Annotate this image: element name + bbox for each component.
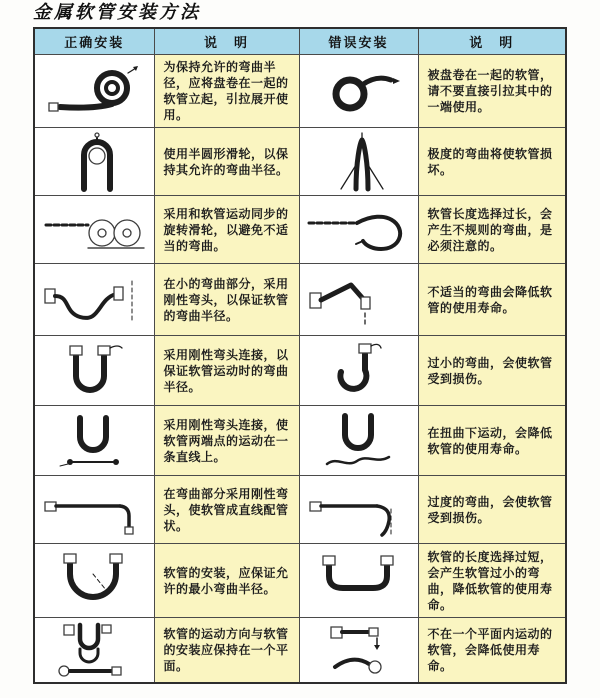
straight-pipe-rigid-elbow-icon bbox=[40, 479, 148, 541]
correct-desc-cell: 在小的弯曲部分，采用刚性弯头，以保证软管的弯曲半径。 bbox=[154, 264, 299, 336]
correct-image-cell bbox=[34, 544, 154, 618]
table-row bbox=[34, 406, 566, 476]
wrong-image-cell bbox=[299, 336, 418, 406]
wrong-desc-cell: 极度的弯曲将使软管损坏。 bbox=[418, 128, 566, 196]
correct-image-cell bbox=[34, 406, 154, 476]
table-row bbox=[34, 196, 566, 264]
correct-desc-cell: 为保持允许的弯曲半径，应将盘卷在一起的软管立起，引拉展开使用。 bbox=[154, 55, 299, 128]
table-row bbox=[34, 476, 566, 544]
header-row bbox=[34, 28, 566, 55]
wrong-desc-cell: 软管长度选择过长，会产生不规则的弯曲，是必须注意的。 bbox=[418, 196, 566, 264]
correct-image-cell bbox=[34, 128, 154, 196]
correct-image-cell bbox=[34, 618, 154, 684]
single-plane-motion-hose-icon bbox=[40, 619, 148, 681]
table-row bbox=[34, 128, 566, 196]
standing-coil-hose-icon bbox=[40, 60, 148, 122]
correct-desc-cell: 使用半圆形滑轮，以保持其允许的弯曲半径。 bbox=[154, 128, 299, 196]
correct-desc-cell: 采用刚性弯头连接，使软管两端点的运动在一条直线上。 bbox=[154, 406, 299, 476]
wrong-desc-cell: 不适当的弯曲会降低软管的使用寿命。 bbox=[418, 264, 566, 336]
page-title: 金属软管安装方法 bbox=[33, 2, 201, 23]
header-wrong-install: 错误安装 bbox=[299, 28, 418, 55]
header-explanation-1: 说 明 bbox=[154, 28, 299, 55]
twisted-motion-hose-icon bbox=[305, 410, 413, 472]
wrong-image-cell bbox=[299, 544, 418, 618]
overbent-pipe-end-icon bbox=[305, 479, 413, 541]
overlong-hose-loop-icon bbox=[305, 199, 413, 261]
table-row bbox=[34, 618, 566, 684]
synchronized-rotating-pulley-icon bbox=[40, 199, 148, 261]
correct-image-cell bbox=[34, 196, 154, 264]
hose-installation-table bbox=[33, 27, 567, 684]
correct-desc-cell: 软管的运动方向与软管的安装应保持在一个平面。 bbox=[154, 618, 299, 684]
wrong-desc-cell: 软管的长度选择过短，会产生软管过小的弯曲，降低软管的使用寿命。 bbox=[418, 544, 566, 618]
table-row bbox=[34, 264, 566, 336]
correct-image-cell bbox=[34, 336, 154, 406]
improper-bend-hose-icon bbox=[305, 269, 413, 331]
too-short-hose-icon bbox=[305, 550, 413, 612]
wrong-image-cell bbox=[299, 55, 418, 128]
correct-desc-cell: 采用和软管运动同步的旋转滑轮，以避免不适当的弯曲。 bbox=[154, 196, 299, 264]
semicircular-pulley-hose-icon bbox=[40, 131, 148, 193]
minimum-bend-radius-u-icon bbox=[40, 550, 148, 612]
correct-desc-cell: 采用刚性弯头连接，以保证软管运动时的弯曲半径。 bbox=[154, 336, 299, 406]
table-row bbox=[34, 336, 566, 406]
wrong-desc-cell: 不在一个平面内运动的软管，会降低使用寿命。 bbox=[418, 618, 566, 684]
u-hose-straight-line-motion-icon bbox=[40, 410, 148, 472]
wrong-image-cell bbox=[299, 476, 418, 544]
out-of-plane-motion-hose-icon bbox=[305, 619, 413, 681]
correct-image-cell bbox=[34, 55, 154, 128]
correct-desc-cell: 软管的安装，应保证允许的最小弯曲半径。 bbox=[154, 544, 299, 618]
header-explanation-2: 说 明 bbox=[418, 28, 566, 55]
extreme-bend-hose-icon bbox=[305, 131, 413, 193]
wrong-desc-cell: 过小的弯曲，会使软管受到损伤。 bbox=[418, 336, 566, 406]
correct-image-cell bbox=[34, 264, 154, 336]
wrong-desc-cell: 过度的弯曲，会使软管受到损伤。 bbox=[418, 476, 566, 544]
correct-desc-cell: 在弯曲部分采用刚性弯头，使软管成直线配管状。 bbox=[154, 476, 299, 544]
pulled-coil-hose-icon bbox=[305, 60, 413, 122]
rigid-elbow-u-hose-icon bbox=[40, 340, 148, 402]
too-small-bend-hook-icon bbox=[305, 340, 413, 402]
wrong-desc-cell: 在扭曲下运动，会降低软管的使用寿命。 bbox=[418, 406, 566, 476]
rigid-elbow-small-bend-icon bbox=[40, 269, 148, 331]
wrong-image-cell bbox=[299, 618, 418, 684]
wrong-image-cell bbox=[299, 196, 418, 264]
table-row bbox=[34, 55, 566, 128]
header-correct-install: 正确安装 bbox=[34, 28, 154, 55]
wrong-image-cell bbox=[299, 128, 418, 196]
wrong-desc-cell: 被盘卷在一起的软管，请不要直接引拉其中的一端使用。 bbox=[418, 55, 566, 128]
table-row bbox=[34, 544, 566, 618]
correct-image-cell bbox=[34, 476, 154, 544]
wrong-image-cell bbox=[299, 264, 418, 336]
wrong-image-cell bbox=[299, 406, 418, 476]
